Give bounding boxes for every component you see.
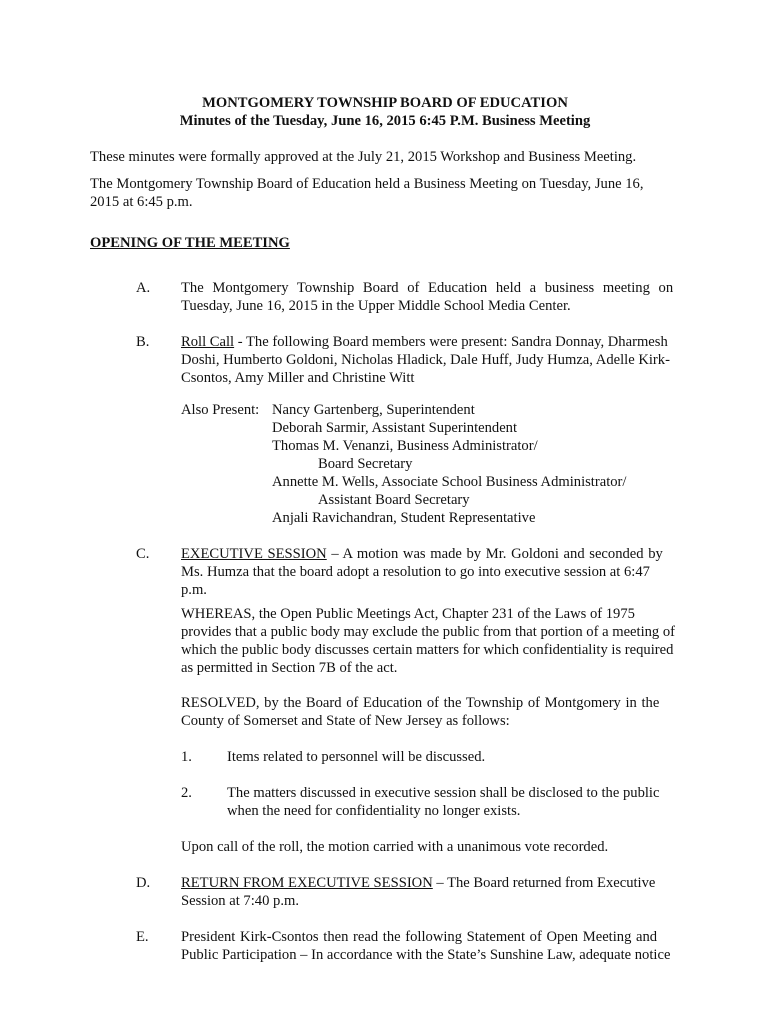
present-4-cont: Assistant Board Secretary xyxy=(318,492,470,508)
present-5: Anjali Ravichandran, Student Representative xyxy=(272,510,536,526)
item-c-line-1 xyxy=(181,545,697,563)
meeting-held-line-1: The Montgomery Township Board of Education held a Business Meeting on Tuesday, June 16, xyxy=(90,176,644,192)
roll-call-text: - The following Board members were present: Sandra Donnay, Dharmesh xyxy=(234,334,668,350)
item-a-line-1: The Montgomery Township Board of Education held a business meeting on xyxy=(181,280,674,296)
sub-item-2-number: 2. xyxy=(181,785,192,801)
item-d-line-1 xyxy=(181,874,697,892)
item-b-line-2: Doshi, Humberto Goldoni, Nicholas Hladick, Dale Huff, Judy Humza, Adelle Kirk- xyxy=(181,352,670,368)
present-3: Thomas M. Venanzi, Business Administrator/ xyxy=(272,438,538,454)
section-heading: OPENING OF THE MEETING xyxy=(90,235,290,251)
roll-call-title: Roll Call xyxy=(181,334,235,350)
document-title: MONTGOMERY TOWNSHIP BOARD OF EDUCATION xyxy=(202,95,568,111)
item-e-letter: E. xyxy=(136,929,149,945)
whereas-line-2: provides that a public body may exclude the public from that portion of a meeting of xyxy=(181,624,676,640)
sub-item-1-number: 1. xyxy=(181,749,192,765)
item-e-line-2: Public Participation – In accordance with the State’s Sunshine Law, adequate notice xyxy=(181,947,671,963)
present-4: Annette M. Wells, Associate School Business Administrator/ xyxy=(272,474,627,490)
whereas-line-4: as permitted in Section 7B of the act. xyxy=(181,660,398,676)
roll-call-result: Upon call of the roll, the motion carried with a unanimous vote recorded. xyxy=(181,839,609,855)
resolved-line-2: County of Somerset and State of New Jersey as follows: xyxy=(181,713,510,729)
item-c-line-2: Ms. Humza that the board adopt a resolution to go into executive session at 6:47 xyxy=(181,564,650,580)
executive-session-title: EXECUTIVE SESSION xyxy=(181,546,327,562)
return-session-title: RETURN FROM EXECUTIVE SESSION xyxy=(181,875,433,891)
item-a-letter: A. xyxy=(136,280,151,296)
resolved-line-1: RESOLVED, by the Board of Education of the Township of Montgomery in the xyxy=(181,695,660,711)
approval-note: These minutes were formally approved at the July 21, 2015 Workshop and Business Meeting. xyxy=(90,149,637,165)
item-b-line-3: Csontos, Amy Miller and Christine Witt xyxy=(181,370,415,386)
sub-item-2-line-1: The matters discussed in executive session shall be disclosed to the public xyxy=(227,785,660,801)
item-d-letter: D. xyxy=(136,875,151,891)
item-b-line-1 xyxy=(181,333,697,351)
present-1: Nancy Gartenberg, Superintendent xyxy=(272,402,475,418)
document-subtitle: Minutes of the Tuesday, June 16, 2015 6:45 P.M. Business Meeting xyxy=(179,113,591,129)
also-present-label: Also Present: xyxy=(181,402,260,418)
meeting-held-line-2: 2015 at 6:45 p.m. xyxy=(90,194,193,210)
item-a-line-2: Tuesday, June 16, 2015 in the Upper Middle School Media Center. xyxy=(181,298,571,314)
item-d-line-2: Session at 7:40 p.m. xyxy=(181,893,299,909)
whereas-line-1: WHEREAS, the Open Public Meetings Act, Chapter 231 of the Laws of 1975 xyxy=(181,606,635,622)
item-c-line-3: p.m. xyxy=(181,582,207,598)
executive-session-text: – A motion was made by Mr. Goldoni and seconded by xyxy=(326,546,663,562)
present-2: Deborah Sarmir, Assistant Superintendent xyxy=(272,420,518,436)
present-3-cont: Board Secretary xyxy=(318,456,413,472)
item-c-letter: C. xyxy=(136,546,150,562)
sub-item-2-line-2: when the need for confidentiality no longer exists. xyxy=(227,803,521,819)
item-b-letter: B. xyxy=(136,334,150,350)
sub-item-1-text: Items related to personnel will be discussed. xyxy=(227,749,486,765)
whereas-line-3: which the public body discusses certain matters for which confidentiality is required xyxy=(181,642,674,658)
return-session-text: – The Board returned from Executive xyxy=(432,875,656,891)
item-e-line-1: President Kirk-Csontos then read the following Statement of Open Meeting and xyxy=(181,929,658,945)
